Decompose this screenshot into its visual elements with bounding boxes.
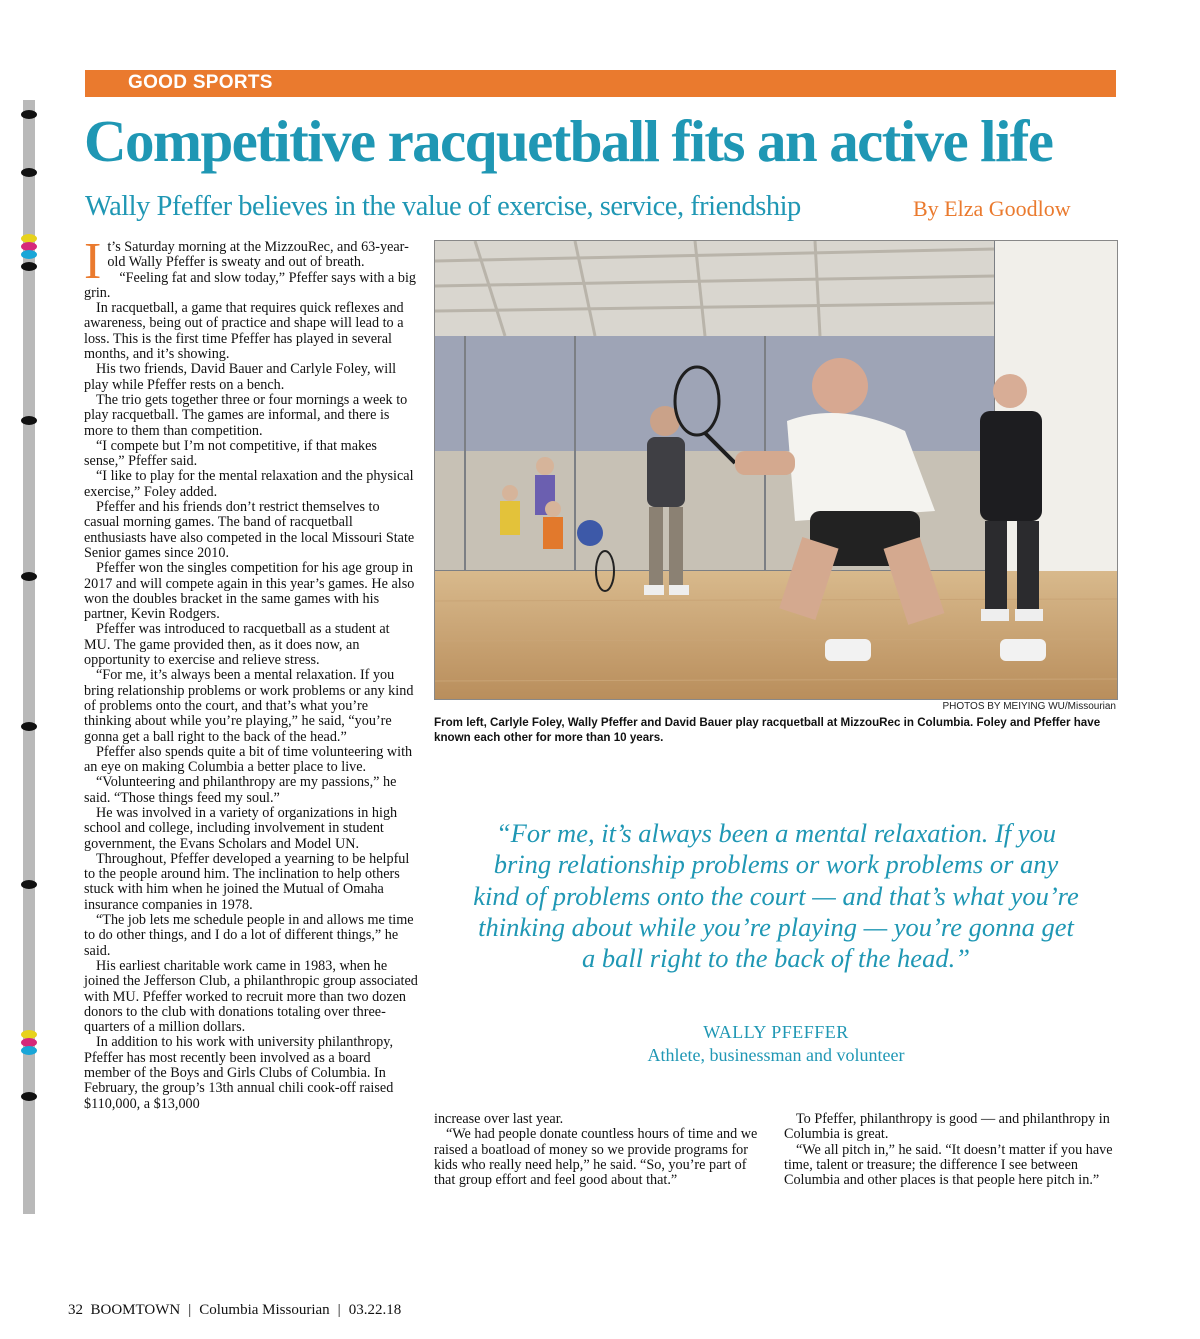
registration-dot (21, 262, 37, 271)
racquetball-photo (434, 240, 1118, 700)
page-number: 32 (68, 1302, 83, 1318)
article-column-3 (784, 1112, 1116, 1188)
paragraph: “Feeling fat and slow today,” Pfeffer says with a big grin. (84, 269, 417, 301)
pull-quote-attribution-name: WALLY PFEFFER (703, 1022, 849, 1042)
registration-dot (21, 168, 37, 177)
paragraph: He was involved in a variety of organizations in high school and college, including involvement in student government, the Evans Scholars and Model UN. (84, 804, 398, 852)
section-banner (85, 70, 1116, 97)
paragraph: “We all pitch in,” he said. “It doesn’t matter if you have time, talent or treasure; the difference I see between Columbia and other places is that people here pitch in.” (784, 1141, 1113, 1189)
paragraph: His two friends, David Bauer and Carlyle Foley, will play while Pfeffer rests on a bench. (84, 361, 397, 393)
paragraph: “For me, it’s always been a mental relaxation. If you bring relationship problems or work problems or any kind of problems onto the court, and that’s what you’re thinking about while you’re playing,” he said, “you’re gonna get a ball right to the back of the head.” (84, 667, 414, 745)
lead-paragraph-text: t’s Saturday morning at the MizzouRec, and 63-year-old Wally Pfeffer is sweaty and out of breath. (107, 239, 409, 271)
paragraph: To Pfeffer, philanthropy is good — and philanthropy in Columbia is great. (784, 1111, 1110, 1143)
paragraph: Throughout, Pfeffer developed a yearning to be helpful to the people around him. The inclination to help others stuck with him when he joined the Mutual of Omaha insurance companies in 1978. (84, 850, 410, 913)
page-footer (68, 1302, 401, 1319)
byline: By Elza Goodlow (913, 196, 1071, 221)
magazine-name: BOOMTOWN (90, 1302, 181, 1318)
paragraph: His earliest charitable work came in 1983, when he joined the Jefferson Club, a philanthropic group associated with MU. Pfeffer worked to recruit more than two dozen donors to the club with donations totaling over three-quarters of a million dollars. (84, 957, 418, 1036)
paragraph: Pfeffer also spends quite a bit of time volunteering with an eye on making Columbia a better place to live. (84, 743, 413, 776)
paragraph: Pfeffer was introduced to racquetball as a student at MU. The game provided then, as it does now, an opportunity to exercise and relieve stress. (84, 621, 390, 669)
paragraph: increase over last year. (434, 1111, 564, 1127)
registration-dot (21, 416, 37, 425)
registration-dot (21, 572, 37, 581)
footer-separator: | (337, 1302, 341, 1318)
paragraph: “We had people donate countless hours of time and we raised a boatload of money so we provide programs for kids who really need help,” he said. “So, you’re part of that group effort and feel good about that.” (434, 1126, 758, 1189)
pull-quote-attribution-role: Athlete, businessman and volunteer (647, 1045, 905, 1065)
drop-cap: I (84, 233, 102, 290)
registration-dot (21, 722, 37, 731)
publication-name: Columbia Missourian (199, 1302, 330, 1318)
paragraph: “The job lets me schedule people in and allows me time to do other things, and I do a lot of different things,” he said. (84, 912, 414, 959)
registration-dot (21, 880, 37, 889)
color-registration-dot (21, 1046, 37, 1055)
racquetball-court-illustration (435, 241, 1117, 699)
footer-separator: | (188, 1302, 192, 1318)
color-registration-dot (21, 250, 37, 259)
headline: Competitive racquetball fits an active life (84, 108, 1053, 174)
paragraph: In addition to his work with university philanthropy, Pfeffer has most recently been involved as a board member of the Boys and Girls Clubs of Columbia. In February, the group’s 13th annual chili cook-off raised $110,000, a $13,000 (84, 1034, 394, 1112)
paragraph: Pfeffer and his friends don’t restrict themselves to casual morning games. The band of racquetball enthusiasts have also competed in the local Missouri State Senior games since 2010. (84, 499, 415, 561)
paragraph: Pfeffer won the singles competition for his age group in 2017 and will compete again in this year’s games. He also won the doubles bracket in the same games with his partner, Kevin Rodgers. (84, 560, 415, 623)
pull-quote: “For me, it’s always been a mental relaxation. If you bring relationship problems or work problems or any kind of problems onto the court — and that’s what you’re thinking about while you’re playing — you’re gonna get a ball right to the back of the head.” (473, 818, 1079, 974)
issue-date: 03.22.18 (348, 1302, 402, 1318)
paragraph: “Volunteering and philanthropy are my passions,” he said. “Those things feed my soul.” (84, 774, 397, 806)
article-column-2 (434, 1112, 768, 1188)
paragraph: The trio gets together three or four mornings a week to play racquetball. The games are informal, and there is more to them than competition. (84, 391, 408, 439)
registration-dot (21, 110, 37, 119)
photo-credit: PHOTOS BY MEIYING WU/Missourian (942, 701, 1116, 712)
paragraph: “I compete but I’m not competitive, if that makes sense,” Pfeffer said. (84, 437, 377, 470)
photo-caption: From left, Carlyle Foley, Wally Pfeffer and David Bauer play racquetball at MizzouRec in Columbia. Foley and Pfeffer have known each other for more than 10 years. (434, 716, 1101, 744)
deck-subheadline: Wally Pfeffer believes in the value of exercise, service, friendship (85, 191, 801, 222)
registration-dot (21, 1092, 37, 1101)
article-column-1 (84, 233, 418, 1112)
paragraph: In racquetball, a game that requires quick reflexes and awareness, being out of practice and shape will lead to a loss. This is the first time Pfeffer has played in several months, and it’s showing. (84, 300, 404, 363)
paragraph: “I like to play for the mental relaxation and the physical exercise,” Foley added. (84, 468, 414, 500)
section-label: GOOD SPORTS (128, 72, 273, 93)
